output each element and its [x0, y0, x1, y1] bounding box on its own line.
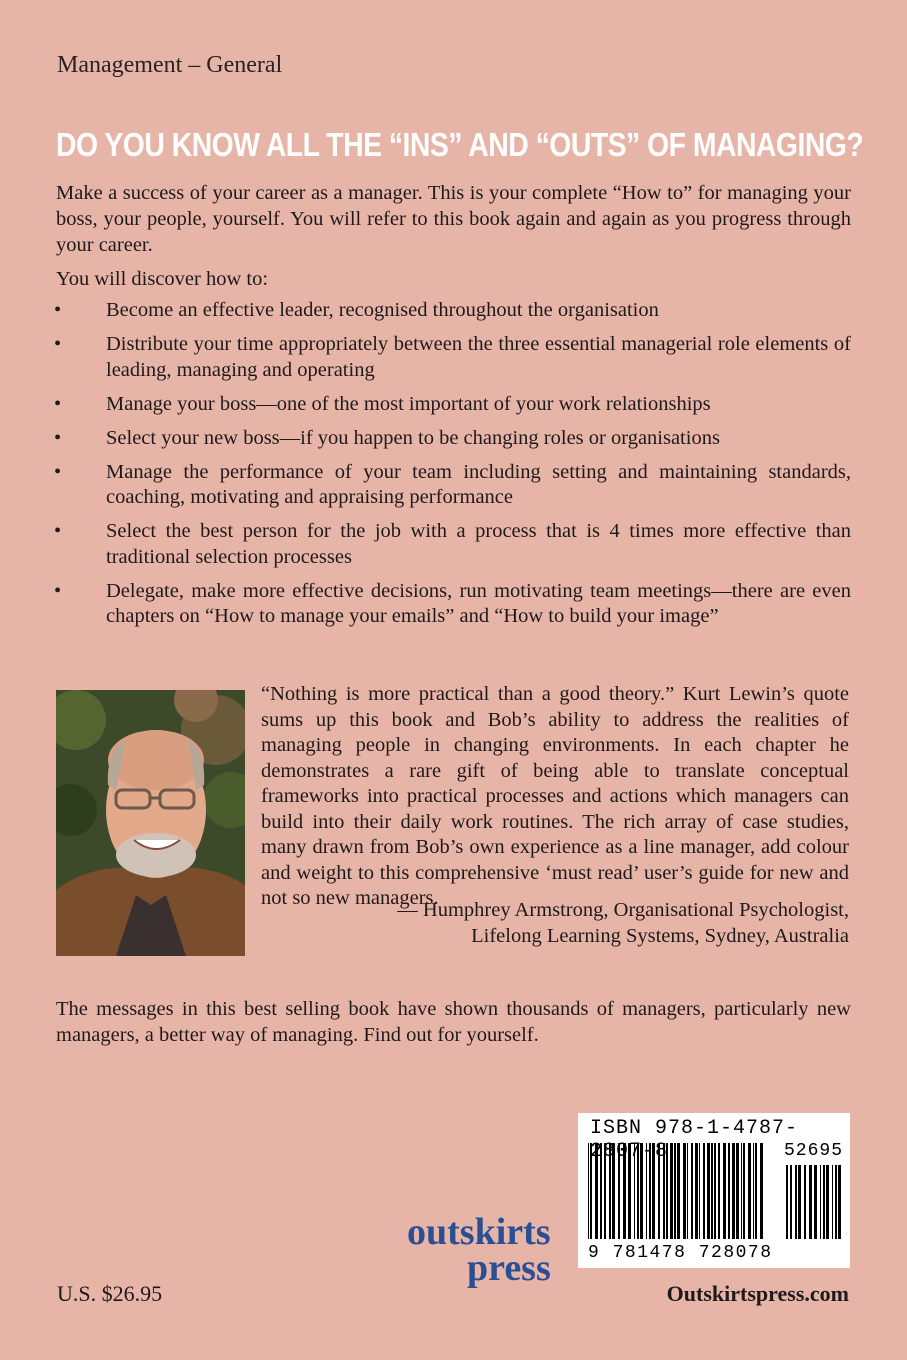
bullet-icon: • — [54, 426, 62, 449]
testimonial-quote: “Nothing is more practical than a good theory.” Kurt Lewin’s quote sums up this book and Bob’s ability to address the realities of managing people in changing environments. In each chapter he demonstrates a rare gift of being able to translate conceptual frameworks into practical processes and actions which managers can build into their daily work routines. The rich array of case studies, many drawn from Bob’s own experience as a line manager, add colour and weight to this comprehensive ‘must read’ user’s guide for new and not so new managers. — [261, 683, 849, 909]
publisher-logo — [405, 1210, 570, 1290]
benefit-list — [56, 298, 851, 638]
benefit-item — [56, 519, 851, 570]
logo-text-top: outskirts — [407, 1211, 551, 1253]
ean-digits: 9 781478 728078 — [588, 1243, 773, 1263]
headline: DO YOU KNOW ALL THE “INS” AND “OUTS” OF MANAGING? — [56, 126, 864, 163]
attribution-line: Lifelong Learning Systems, Sydney, Australia — [471, 924, 849, 947]
benefit-item — [56, 579, 851, 630]
closing-paragraph: The messages in this best selling book have shown thousands of managers, particularly new managers, a better way of managing. Find out for yourself. — [56, 998, 851, 1046]
logo-text-bottom: press — [467, 1247, 551, 1289]
benefit-text: Select the best person for the job with a process that is 4 times more effective than traditional selection processes — [106, 520, 851, 568]
benefit-text: Manage your boss—one of the most important of your work relationships — [106, 392, 711, 415]
bullet-icon: • — [54, 579, 62, 602]
isbn-barcode — [578, 1113, 850, 1268]
benefit-text: Manage the performance of your team including setting and maintaining standards, coaching, motivating and appraising performance — [106, 460, 851, 508]
intro-paragraph: Make a success of your career as a manager. This is your complete “How to” for managing your boss, your people, yourself. You will refer to this book again and again as you progress through your career. — [56, 182, 851, 256]
bullet-icon: • — [54, 333, 62, 355]
bullet-icon: • — [54, 392, 62, 415]
bullet-icon: • — [54, 520, 62, 542]
price-label: U.S. $26.95 — [57, 1281, 163, 1306]
benefit-item — [56, 460, 851, 511]
bullet-icon: • — [54, 460, 62, 483]
benefit-text: Distribute your time appropriately between the three essential managerial role elements of leading, managing and operating — [106, 333, 851, 381]
publisher-website: Outskirtspress.com — [666, 1281, 849, 1306]
bullet-icon: • — [54, 299, 62, 321]
category-label: Management – General — [57, 52, 283, 78]
author-photo — [56, 690, 245, 956]
discover-label: You will discover how to: — [56, 268, 269, 290]
benefit-text: Select your new boss—if you happen to be changing roles or organisations — [106, 426, 720, 449]
benefit-text: Become an effective leader, recognised throughout the organisation — [106, 299, 659, 321]
benefit-item — [56, 332, 851, 383]
benefit-item — [56, 298, 851, 324]
attribution-line: — Humphrey Armstrong, Organisational Psychologist, — [397, 899, 849, 921]
isbn-label: ISBN 978-1-4787- 807-8 — [590, 1117, 799, 1163]
testimonial-attribution — [289, 898, 849, 949]
benefit-item — [56, 392, 851, 418]
benefit-item — [56, 426, 851, 452]
price-code: 52695 — [784, 1141, 844, 1161]
benefit-text: Delegate, make more effective decisions, run motivating team meetings—there are even chapters on “How to manage your emails” and “How to build your image” — [106, 579, 851, 627]
barcode-bars — [586, 1143, 842, 1243]
